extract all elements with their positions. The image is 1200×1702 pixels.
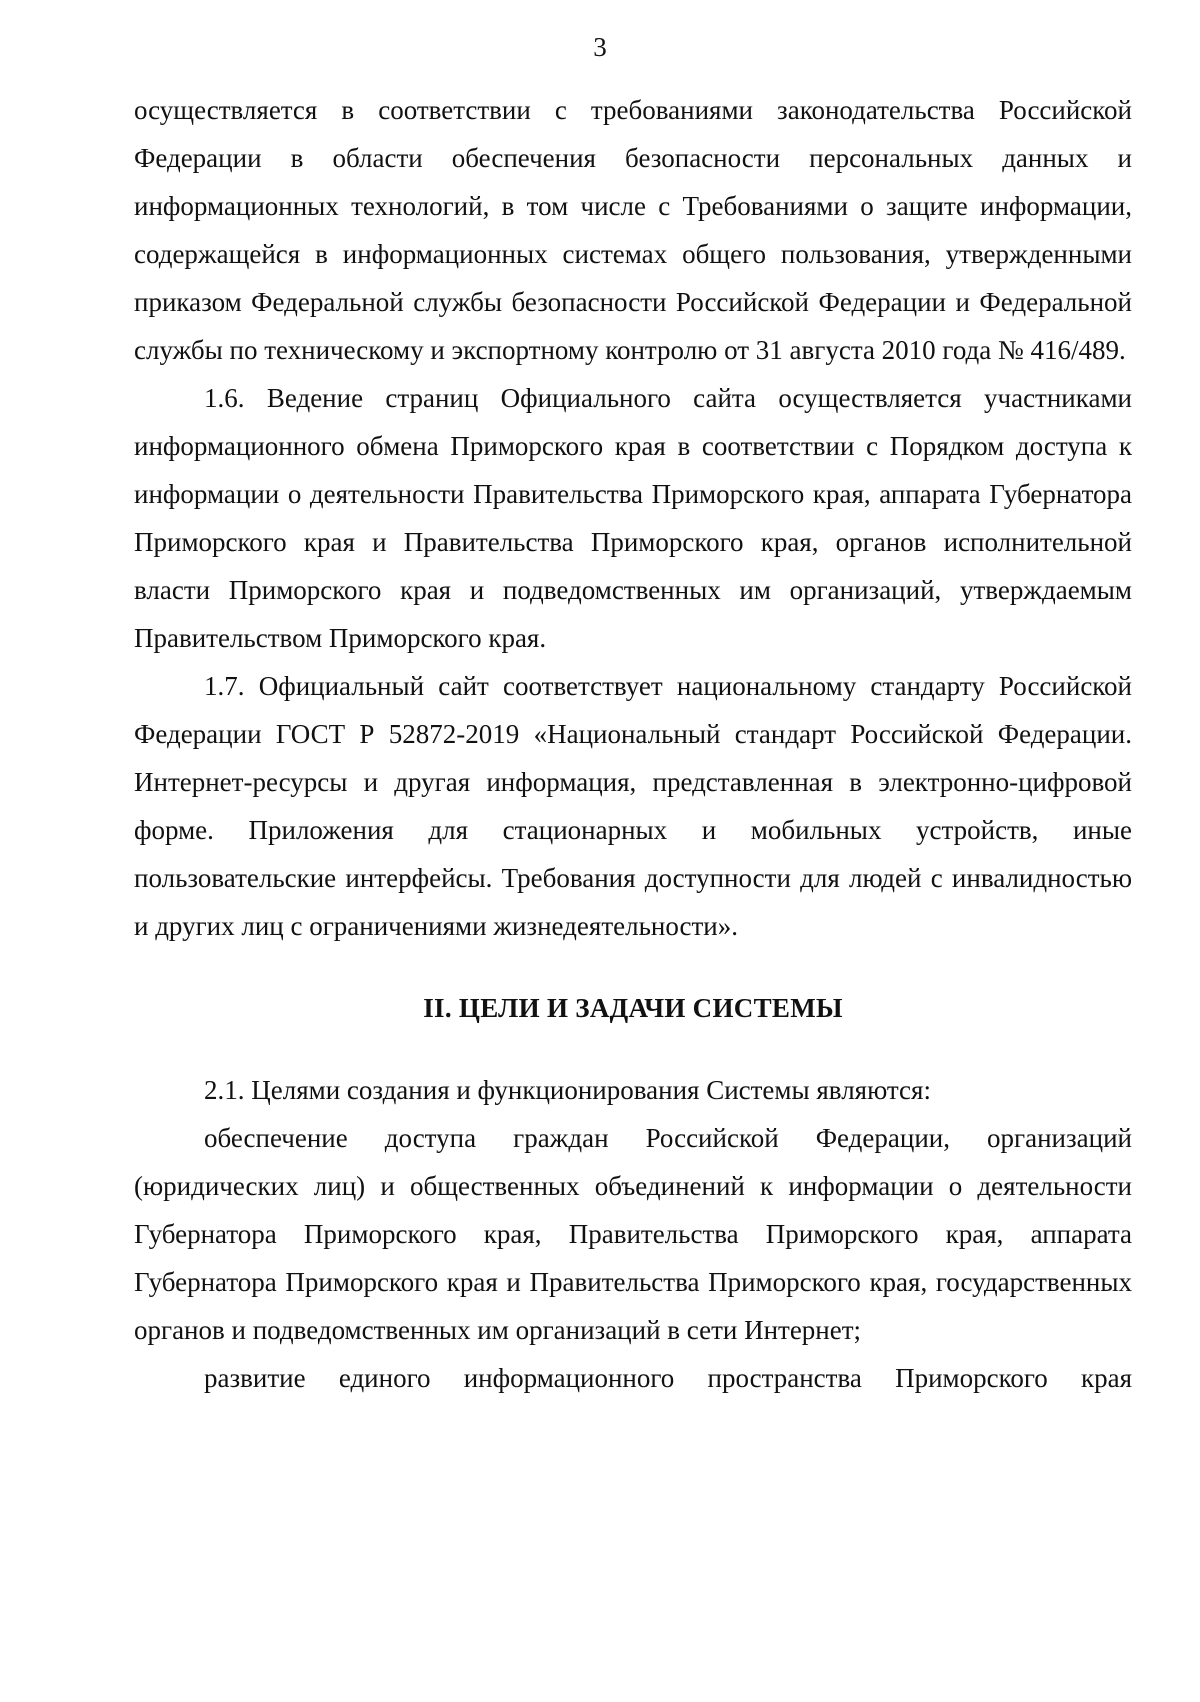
document-body — [134, 86, 1132, 1402]
page-number: 3 — [593, 32, 607, 62]
paragraph-1-6: 1.6. Ведение страниц Официального сайта осуществляется участниками информационного обмена Приморского края в соответствии с Порядком доступа к информации о деятельности Правительства Приморского края, аппарата Губернатора Приморского края и Правительства Приморского края, органов исполнительной власти Приморского края и подведомственных им организаций, утверждаемым Правительством Приморского края. — [134, 383, 1132, 653]
paragraph-2-1: 2.1. Целями создания и функционирования Системы являются: — [204, 1075, 931, 1105]
paragraph-1-7: 1.7. Официальный сайт соответствует национальному стандарту Российской Федерации ГОСТ Р 52872-2019 «Национальный стандарт Российской Федерации. Интернет-ресурсы и другая информация, представленная в электронно-цифровой форме. Приложения для стационарных и мобильных устройств, иные пользовательские интерфейсы. Требования доступности для людей с инвалидностью и других лиц с ограничениями жизнедеятельности». — [134, 671, 1132, 941]
paragraph-goal-access: обеспечение доступа граждан Российской Федерации, организаций (юридических лиц) и общественных объединений к информации о деятельности Губернатора Приморского края, Правительства Приморского края, аппарата Губернатора Приморского края и Правительства Приморского края, государственных органов и подведомственных им организаций в сети Интернет; — [134, 1123, 1132, 1345]
paragraph-continuation: осуществляется в соответствии с требованиями законодательства Российской Федерации в области обеспечения безопасности персональных данных и информационных технологий, в том числе с Требованиями о защите информации, содержащейся в информационных системах общего пользования, утвержденными приказом Федеральной службы безопасности Российской Федерации и Федеральной службы по техническому и экспортному контролю от 31 августа 2010 года № 416/489. — [134, 95, 1132, 365]
paragraph-goal-development: развитие единого информационного пространства Приморского края — [204, 1363, 1132, 1393]
section-heading: II. ЦЕЛИ И ЗАДАЧИ СИСТЕМЫ — [423, 993, 843, 1023]
